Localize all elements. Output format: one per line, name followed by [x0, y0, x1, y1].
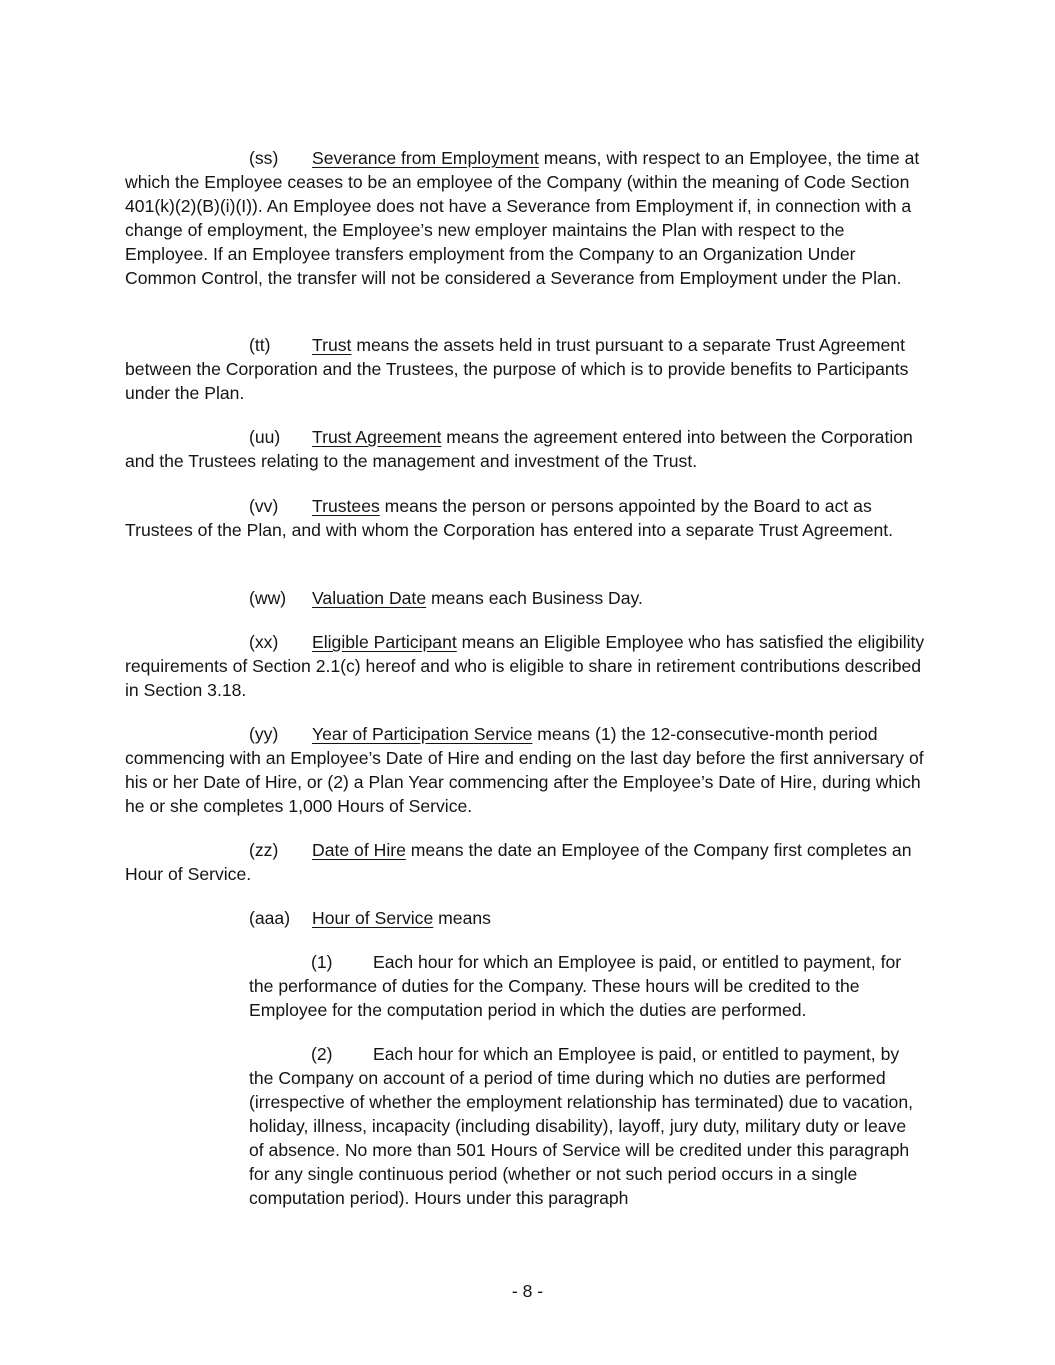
definition-text: means each Business Day.: [426, 588, 643, 608]
definition-text: means the agreement entered into between the Corporation and the Trustees relating to the management and investment of the Trust.: [125, 427, 913, 471]
definition-xx: [125, 630, 925, 702]
defined-term: Valuation Date: [312, 588, 427, 608]
definition-text: means the person or persons appointed by the Board to act as Trustees of the Plan, and with whom the Corporation has entered into a separate Trust Agreement.: [125, 496, 894, 540]
defined-term: Trust: [312, 335, 352, 355]
definition-text: means an Eligible Employee who has satisfied the eligibility requirements of Section 2.1(c) hereof and who is eligible to share in retirement contributions described in Section 3.18.: [125, 632, 925, 700]
definition-text: means (1) the 12-consecutive-month period commencing with an Employee’s Date of Hire and ending on the last day before the first anniversary of his or her Date of Hire, or (2) a Plan Year commencing after the Employee’s Date of Hire, during which he or she completes 1,000 Hours of Service.: [125, 724, 924, 816]
definition-text: means the date an Employee of the Company first completes an Hour of Service.: [125, 840, 912, 884]
definition-label: (xx): [249, 632, 279, 652]
definition-vv: [125, 494, 925, 542]
page-number: - 8 -: [511, 1281, 544, 1301]
definition-label: (ss): [249, 148, 279, 168]
definition-label: (vv): [249, 496, 279, 516]
defined-term: Eligible Participant: [312, 632, 457, 652]
definition-text: means: [433, 908, 491, 928]
subparagraph-2: [249, 1042, 925, 1210]
defined-term: Trustees: [312, 496, 380, 516]
defined-term: Hour of Service: [312, 908, 434, 928]
subparagraph-label: (1): [311, 952, 333, 972]
definition-label: (zz): [249, 840, 279, 860]
subparagraph-text: Each hour for which an Employee is paid, or entitled to payment, for the performance of duties for the Company. These hours will be credited to the Employee for the computation period in which the duties are performed.: [249, 952, 902, 1020]
definition-tt: [125, 333, 925, 405]
defined-term: Trust Agreement: [312, 427, 442, 447]
defined-term: Severance from Employment: [312, 148, 539, 168]
definition-text: means, with respect to an Employee, the time at which the Employee ceases to be an employee of the Company (within the meaning of Code Section 401(k)(2)(B)(i)(I)). An Employee does not have a Severance from Employment if, in connection with a change of employment, the Employee’s new employer maintains the Plan with respect to the Employee. If an Employee transfers employment from the Company to an Organization Under Common Control, the transfer will not be considered a Severance from Employment under the Plan.: [125, 148, 920, 288]
definition-zz: [125, 838, 925, 886]
definition-uu: [125, 425, 925, 473]
definition-yy: [125, 722, 925, 818]
definition-label: (yy): [249, 724, 279, 744]
definition-label: (aaa): [249, 908, 291, 928]
definition-label: (uu): [249, 427, 281, 447]
definition-text: means the assets held in trust pursuant to a separate Trust Agreement between the Corporation and the Trustees, the purpose of which is to provide benefits to Participants under the Plan.: [125, 335, 909, 403]
definition-aaa: [125, 906, 925, 930]
subparagraph-1: [249, 950, 925, 1022]
subparagraph-text: Each hour for which an Employee is paid, or entitled to payment, by the Company on account of a period of time during which no duties are performed (irrespective of whether the employment relationship has terminated) due to vacation, holiday, illness, incapacity (including disability), layoff, jury duty, military duty or leave of absence. No more than 501 Hours of Service will be credited under this paragraph for any single continuous period (whether or not such period occurs in a single computation period). Hours under this paragraph: [249, 1044, 914, 1208]
definition-label: (ww): [249, 588, 287, 608]
defined-term: Year of Participation Service: [312, 724, 533, 744]
definition-label: (tt): [249, 335, 271, 355]
definition-ww: [125, 586, 925, 610]
definition-ss: [125, 146, 925, 290]
subparagraph-label: (2): [311, 1044, 333, 1064]
defined-term: Date of Hire: [312, 840, 406, 860]
